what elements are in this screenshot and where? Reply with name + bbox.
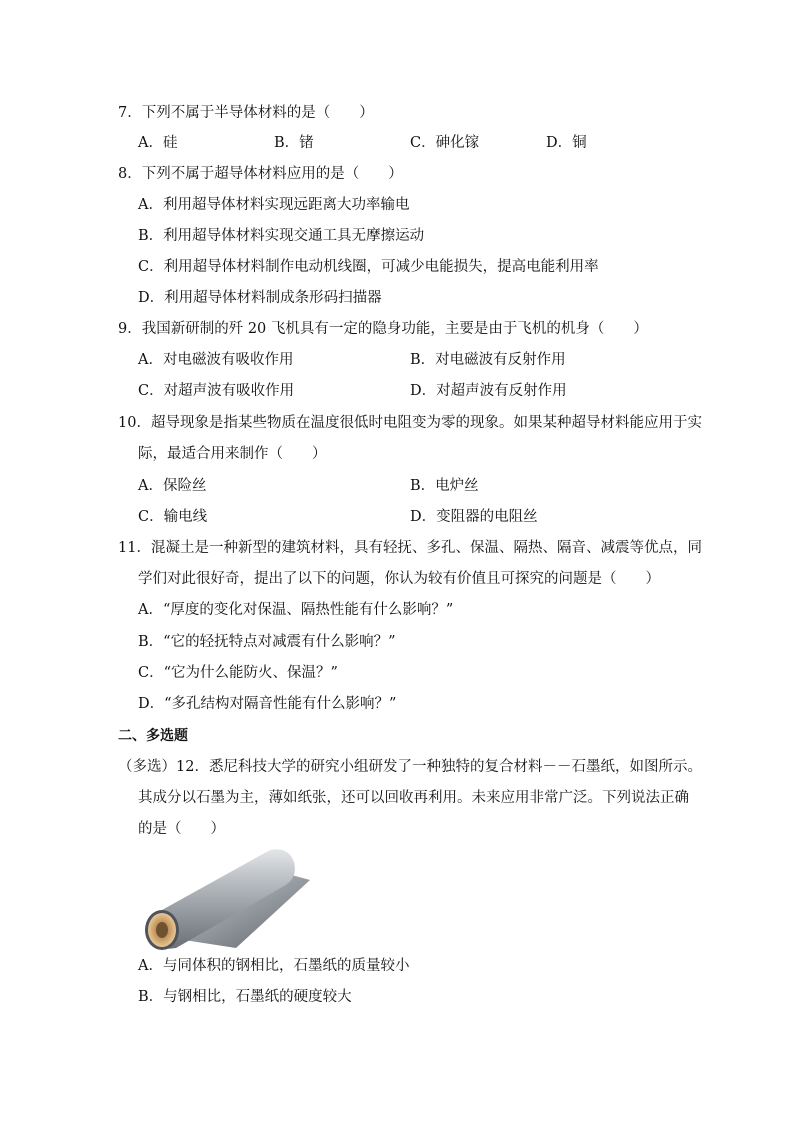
q9-option-c: C．对超声波有吸收作用 — [138, 383, 295, 399]
q9-stem: 9．我国新研制的歼 20 飞机具有一定的隐身功能，主要是由于飞机的机身（ ） — [118, 321, 648, 337]
section-heading-multiple-choice: 二、多选题 — [118, 728, 188, 744]
q8-option-b: B．利用超导体材料实现交通工具无摩擦运动 — [138, 228, 425, 244]
q12-option-b: B．与钢相比，石墨纸的硬度较大 — [138, 989, 352, 1005]
q11-stem-line2: 学们对此很好奇，提出了以下的问题，你认为较有价值且可探究的问题是（ ） — [138, 571, 660, 587]
q9-option-b: B．对电磁波有反射作用 — [410, 352, 566, 368]
q7-option-c: C．砷化镓 — [410, 135, 480, 151]
q8-stem: 8．下列不属于超导体材料应用的是（ ） — [118, 166, 403, 182]
roll-core-hole — [156, 922, 168, 938]
q10-option-a: A．保险丝 — [138, 478, 207, 494]
q10-option-d: D．变阻器的电阻丝 — [410, 509, 538, 525]
q7-option-d: D．铜 — [546, 135, 587, 151]
q11-option-a: A．“厚度的变化对保温、隔热性能有什么影响？” — [138, 602, 454, 618]
q11-option-b: B．“它的轻抚特点对减震有什么影响？” — [138, 634, 396, 650]
q11-option-d: D．“多孔结构对隔音性能有什么影响？” — [138, 696, 397, 712]
q7-option-a: A．硅 — [138, 135, 178, 151]
q12-stem-line2: 其成分以石墨为主，薄如纸张，还可以回收再利用。未来应用非常广泛。下列说法正确 — [138, 790, 689, 806]
q10-option-c: C．输电线 — [138, 509, 208, 525]
graphite-paper-roll-image — [138, 844, 310, 952]
q8-option-a: A．利用超导体材料实现远距离大功率输电 — [138, 197, 410, 213]
q10-stem-line1: 10．超导现象是指某些物质在温度很低时电阻变为零的现象。如果某种超导材料能应用于实 — [118, 415, 702, 431]
q12-option-a: A．与同体积的钢相比，石墨纸的质量较小 — [138, 958, 410, 974]
q8-option-d: D．利用超导体材料制成条形码扫描器 — [138, 290, 382, 306]
q10-stem-line2: 际，最适合用来制作（ ） — [138, 446, 327, 462]
q11-option-c: C．“它为什么能防火、保温？” — [138, 665, 338, 681]
q9-option-a: A．对电磁波有吸收作用 — [138, 352, 294, 368]
q7-stem: 7．下列不属于半导体材料的是（ ） — [118, 105, 374, 121]
q12-stem-line1: （多选）12．悉尼科技大学的研究小组研发了一种独特的复合材料－－石墨纸，如图所示。 — [118, 759, 702, 775]
q7-option-b: B．锗 — [274, 135, 314, 151]
q11-stem-line1: 11．混凝土是一种新型的建筑材料，具有轻抚、多孔、保温、隔热、隔音、减震等优点，同 — [118, 540, 702, 556]
q9-option-d: D．对超声波有反射作用 — [410, 383, 567, 399]
q8-option-c: C．利用超导体材料制作电动机线圈，可减少电能损失，提高电能利用率 — [138, 259, 599, 275]
q10-option-b: B．电炉丝 — [410, 478, 479, 494]
q12-stem-line3: 的是（ ） — [138, 821, 225, 837]
